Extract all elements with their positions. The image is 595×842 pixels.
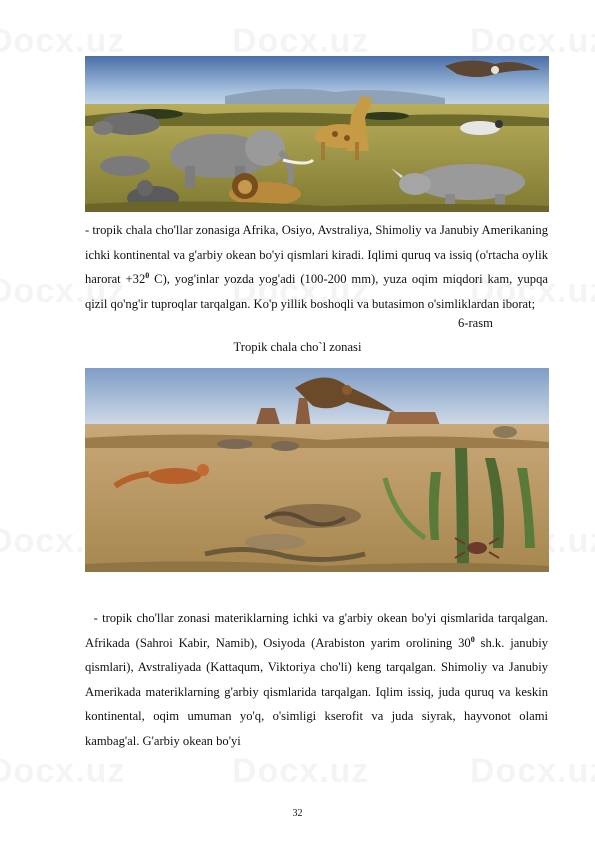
paragraph-semi-desert-intro <box>85 218 548 316</box>
paragraph-text: sh.k. janubiy qismlari), Avstraliyada (Kattaqum, Viktoriya cho'li) keng tarqalgan. Shimoliy va Janubiy Amerikada materiklarning g'arbiy qismlarida tarqalgan. Iqlim issiq, juda quruq va keskin kontinental, oqim umuman yo'q, o'simligi kserofit va juda siyrak, hayvonot olami kambag'al. G'arbiy okean bo'yi <box>85 635 548 748</box>
superscript: 0 <box>470 634 475 644</box>
watermark <box>232 752 369 791</box>
semi-desert-illustration <box>85 368 549 572</box>
figure-caption: Tropik chala cho`l zonasi <box>233 340 362 354</box>
watermark <box>470 752 595 791</box>
figure-number: 6-rasm <box>458 316 493 330</box>
paragraph-tropical-desert <box>85 606 551 753</box>
watermark <box>0 752 125 791</box>
paragraph-text: - tropik chala cho'llar zonasiga Afrika, Osiyo, Avstraliya, Shimoliy va Janubiy Amerikaning ichki kontinental va g'arbiy okean bo'yi qismlari kiradi. Iqlimi quruq va issiq (o'rtacha oylik harorat +32 <box>85 223 548 286</box>
paragraph-text: - tropik cho'llar zonasi materiklarning ichki va g'arbiy okean bo'yi qismlarida tarqalgan. Afrikada (Sahroi Kabir, Namib), Osiyoda (Arabiston yarim orolining 30 <box>85 611 551 650</box>
paragraph-text: C), yog'inlar yozda yog'adi (100-200 mm), yuza oqim miqdori kam, yupqa qizil qo'ng'ir tuproqlar tarqalgan. Ko'p yillik boshoqli va butasimon o'simliklardan iborat; <box>85 272 548 311</box>
page-number: 32 <box>292 808 303 819</box>
superscript: 0 <box>145 270 150 280</box>
savanna-illustration <box>85 56 549 212</box>
